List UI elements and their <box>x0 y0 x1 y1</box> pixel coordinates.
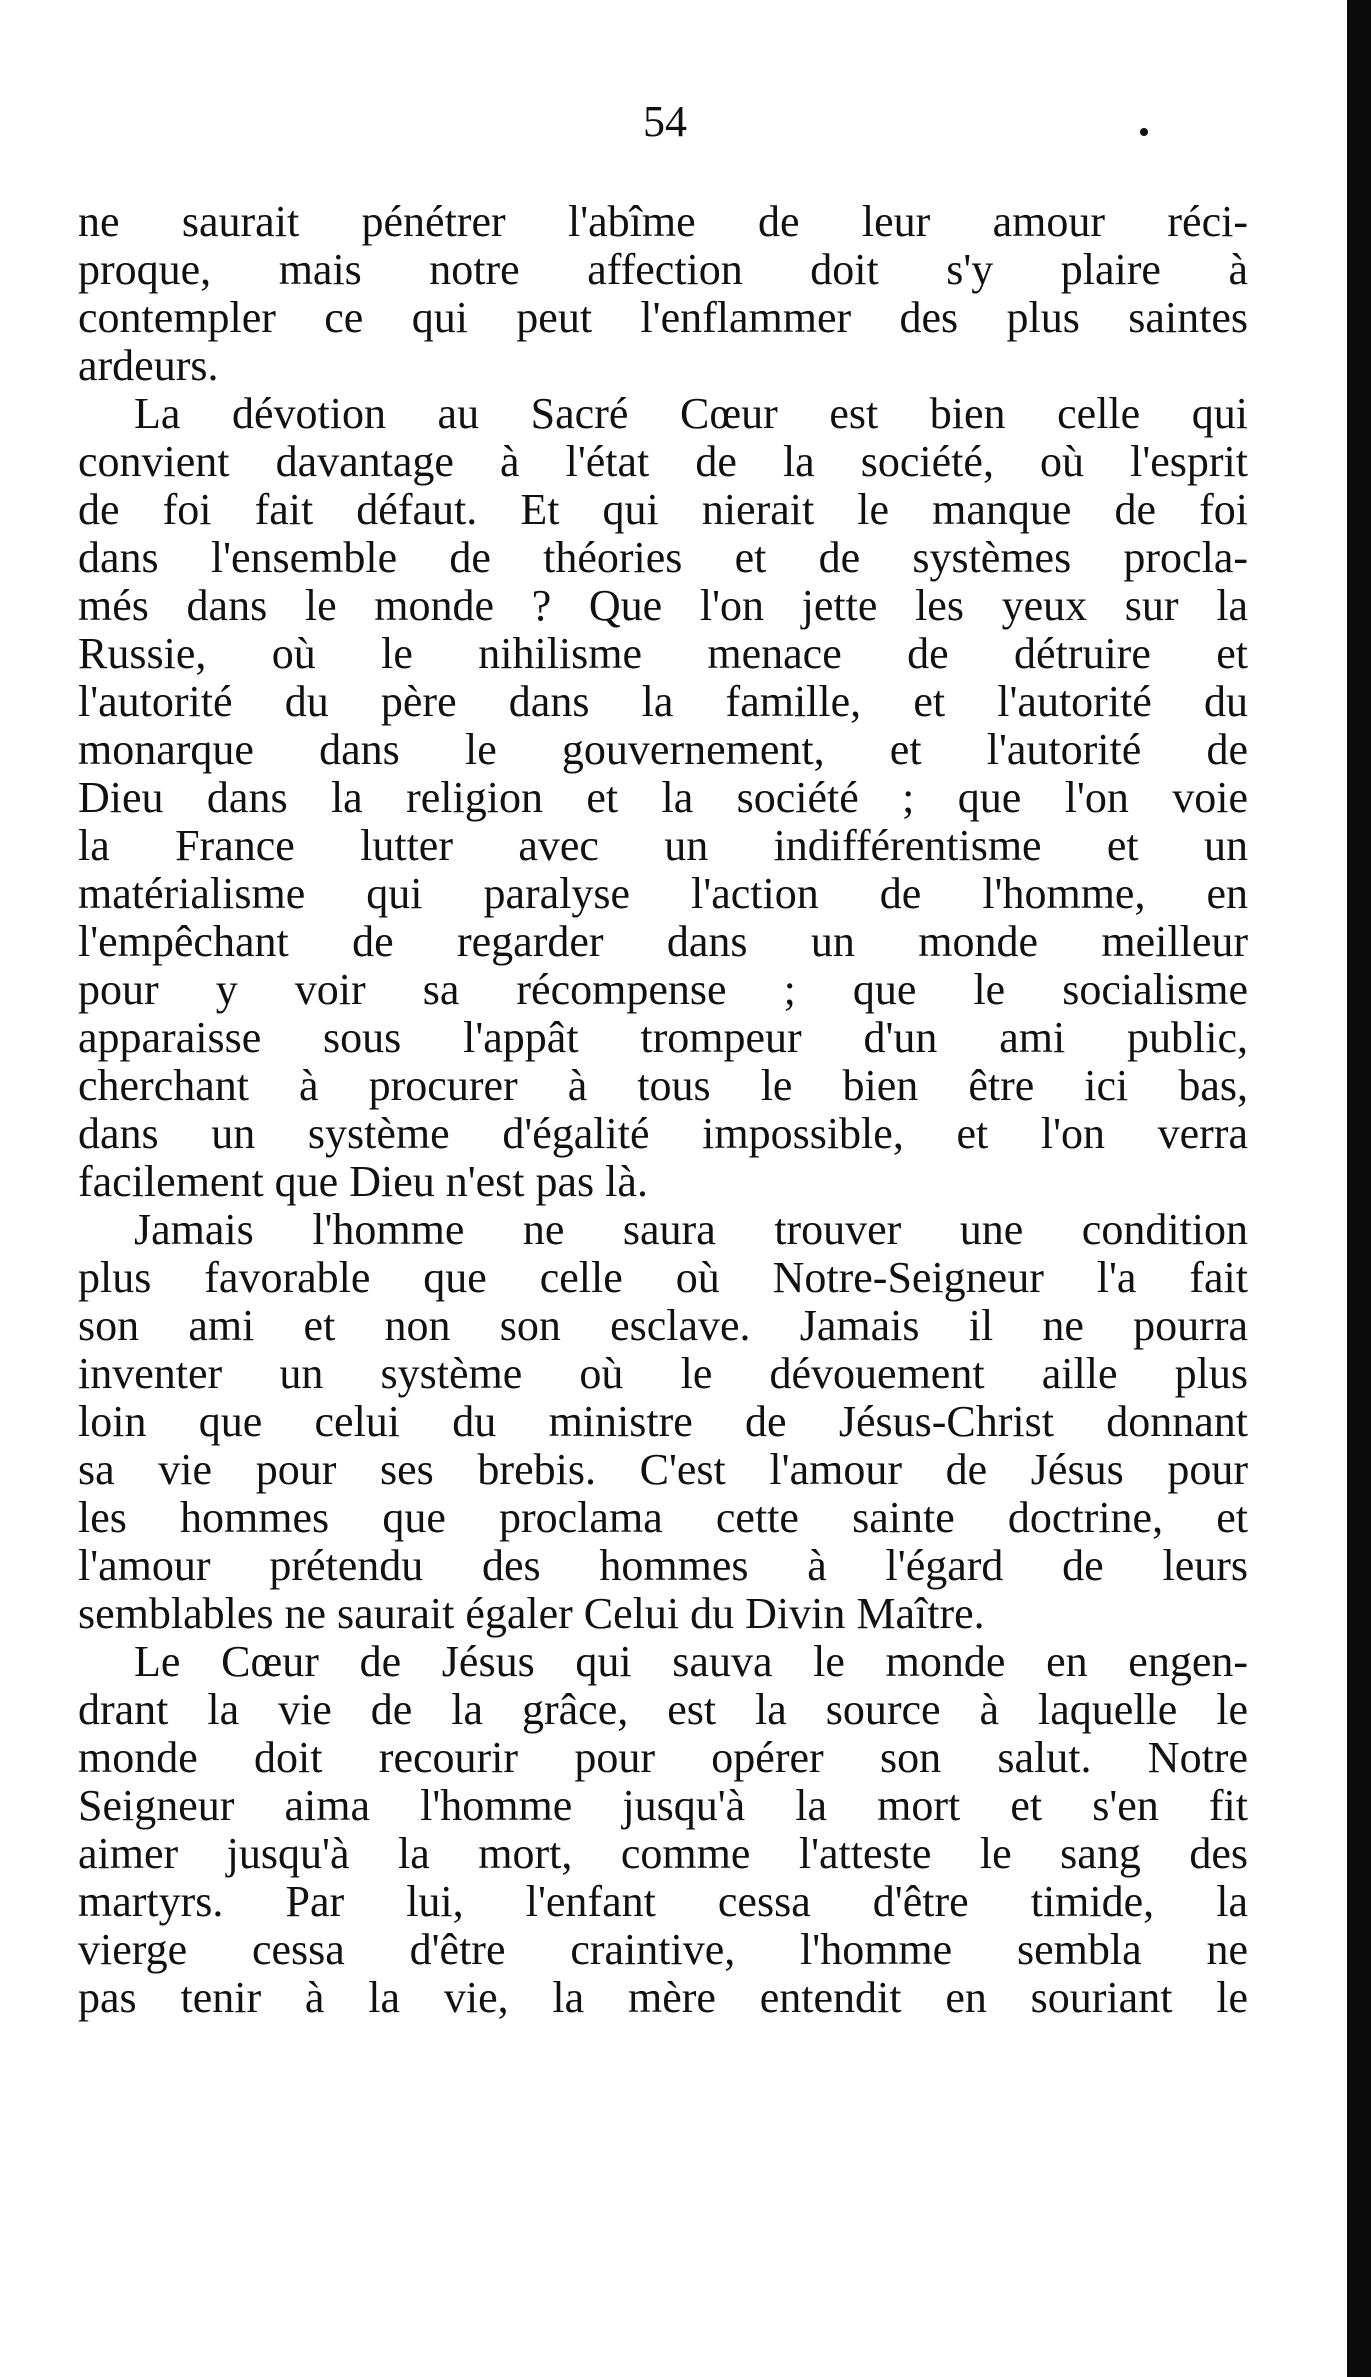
text-line: l'empêchant de regarder dans un monde meilleur <box>78 918 1248 966</box>
text-line: més dans le monde ? Que l'on jette les yeux sur la <box>78 582 1248 630</box>
text-line: ne saurait pénétrer l'abîme de leur amour réci- <box>78 198 1248 246</box>
text-line: inventer un système où le dévouement aille plus <box>78 1350 1248 1398</box>
text-line: sa vie pour ses brebis. C'est l'amour de Jésus pour <box>78 1446 1248 1494</box>
paragraph-1 <box>78 198 1248 390</box>
text-line: martyrs. Par lui, l'enfant cessa d'être timide, la <box>78 1878 1248 1926</box>
text-line: La dévotion au Sacré Cœur est bien celle qui <box>134 390 1248 438</box>
text-line: proque, mais notre affection doit s'y plaire à <box>78 246 1248 294</box>
text-line: cherchant à procurer à tous le bien être ici bas, <box>78 1062 1248 1110</box>
text-line: la France lutter avec un indifférentisme et un <box>78 822 1248 870</box>
scan-edge-shadow <box>1347 0 1371 2377</box>
text-line: l'amour prétendu des hommes à l'égard de leurs <box>78 1542 1248 1590</box>
text-line: loin que celui du ministre de Jésus-Christ donnant <box>78 1398 1248 1446</box>
text-line: drant la vie de la grâce, est la source à laquelle le <box>78 1686 1248 1734</box>
text-line: dans un système d'égalité impossible, et l'on verra <box>78 1110 1248 1158</box>
text-line: matérialisme qui paralyse l'action de l'homme, en <box>78 870 1248 918</box>
text-line: ardeurs. <box>78 342 219 390</box>
text-line: Le Cœur de Jésus qui sauva le monde en engen- <box>134 1638 1248 1686</box>
text-line: Dieu dans la religion et la société ; que l'on voie <box>78 774 1248 822</box>
text-line: pas tenir à la vie, la mère entendit en souriant le <box>78 1974 1248 2022</box>
text-line: de foi fait défaut. Et qui nierait le manque de foi <box>78 486 1248 534</box>
text-line: les hommes que proclama cette sainte doctrine, et <box>78 1494 1248 1542</box>
text-line: facilement que Dieu n'est pas là. <box>78 1158 648 1206</box>
text-line: Russie, où le nihilisme menace de détruire et <box>78 630 1248 678</box>
text-line: Jamais l'homme ne saura trouver une condition <box>134 1206 1248 1254</box>
text-line: Seigneur aima l'homme jusqu'à la mort et s'en fit <box>78 1782 1248 1830</box>
text-line: contempler ce qui peut l'enflammer des plus saintes <box>78 294 1248 342</box>
text-line: convient davantage à l'état de la société, où l'esprit <box>78 438 1248 486</box>
text-line: aimer jusqu'à la mort, comme l'atteste le sang des <box>78 1830 1248 1878</box>
body-text <box>78 198 1248 2022</box>
paragraph-3 <box>78 1206 1248 1638</box>
text-line: monde doit recourir pour opérer son salut. Notre <box>78 1734 1248 1782</box>
print-dot-mark <box>1140 128 1148 136</box>
paragraph-4 <box>78 1638 1248 2022</box>
text-line: plus favorable que celle où Notre-Seigneur l'a fait <box>78 1254 1248 1302</box>
text-line: apparaisse sous l'appât trompeur d'un ami public, <box>78 1014 1248 1062</box>
text-line: dans l'ensemble de théories et de systèmes procla- <box>78 534 1248 582</box>
text-line: son ami et non son esclave. Jamais il ne pourra <box>78 1302 1248 1350</box>
text-line: semblables ne saurait égaler Celui du Divin Maître. <box>78 1590 985 1638</box>
text-line: pour y voir sa récompense ; que le socialisme <box>78 966 1248 1014</box>
page-number: 54 <box>643 97 687 146</box>
paragraph-2 <box>78 390 1248 1206</box>
text-line: monarque dans le gouvernement, et l'autorité de <box>78 726 1248 774</box>
text-line: vierge cessa d'être craintive, l'homme sembla ne <box>78 1926 1248 1974</box>
text-line: l'autorité du père dans la famille, et l'autorité du <box>78 678 1248 726</box>
